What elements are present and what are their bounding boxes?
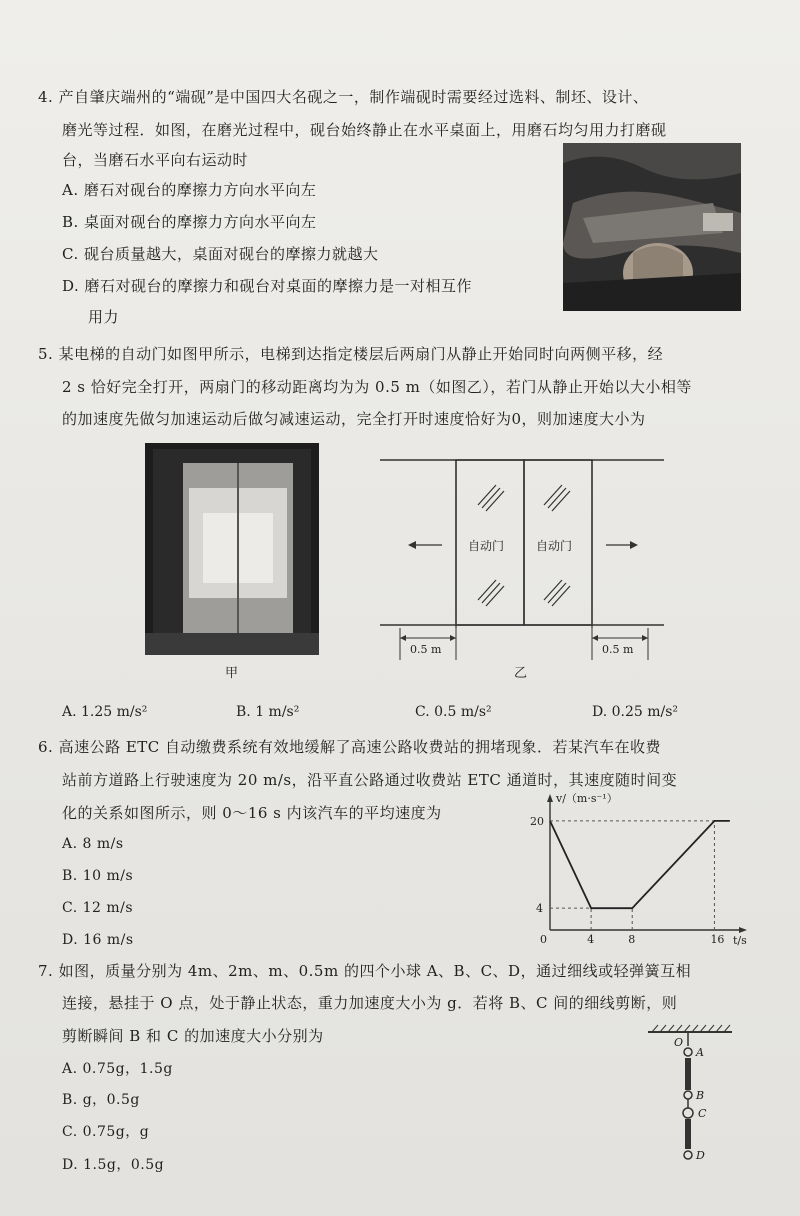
ball-c bbox=[683, 1108, 693, 1118]
q7-option-a[interactable]: A. 0.75g，1.5g bbox=[62, 1061, 173, 1077]
ball-a bbox=[684, 1048, 692, 1056]
q7-option-d[interactable]: D. 1.5g，0.5g bbox=[62, 1157, 165, 1173]
chart-y-axis-label: v/（m·s⁻¹） bbox=[556, 792, 618, 805]
y-axis-arrow bbox=[547, 794, 553, 802]
spring-cd bbox=[685, 1119, 691, 1149]
x-tick-0: 0 bbox=[540, 933, 547, 946]
elevator-door-photo bbox=[145, 443, 319, 655]
q4-option-d-cont: 用力 bbox=[88, 308, 120, 326]
figure-yi-label: 乙 bbox=[514, 666, 528, 681]
y-tick-20: 20 bbox=[530, 814, 544, 828]
q5-option-b[interactable]: B. 1 m/s² bbox=[236, 704, 300, 720]
ball-b-label: B bbox=[696, 1089, 705, 1102]
x-tick-8: 8 bbox=[628, 933, 636, 946]
ball-a-label: A bbox=[696, 1046, 704, 1059]
figure-jia-label: 甲 bbox=[225, 666, 239, 681]
q6-stem-line-3: 化的关系如图所示，则 0～16 s 内该汽车的平均速度为 bbox=[62, 804, 442, 822]
q5-stem-line-2: 2 s 恰好完全打开，两扇门的移动距离均为为 0.5 m（如图乙），若门从静止开始以大小相等 bbox=[62, 378, 692, 396]
q4-option-b[interactable]: B. 桌面对砚台的摩擦力方向水平向左 bbox=[62, 213, 317, 231]
svg-text:0.5 m: 0.5 m bbox=[410, 643, 442, 656]
chart-series bbox=[550, 821, 730, 908]
right-door-label: 自动门 bbox=[536, 539, 573, 553]
q6-stem-line-1: 6. 高速公路 ETC 自动缴费系统有效地缓解了高速公路收费站的拥堵现象．若某汽车在收费 bbox=[38, 738, 662, 756]
q4-stem-line-2: 磨光等过程．如图，在磨光过程中，砚台始终静止在水平桌面上，用磨石均匀用力打磨砚 bbox=[62, 121, 667, 139]
velocity-line bbox=[550, 821, 730, 908]
y-tick-4: 4 bbox=[536, 902, 543, 916]
q5-option-c[interactable]: C. 0.5 m/s² bbox=[415, 704, 492, 720]
left-arrow bbox=[408, 541, 442, 549]
q4-option-d[interactable]: D. 磨石对砚台的摩擦力和砚台对桌面的摩擦力是一对相互作 bbox=[62, 277, 473, 295]
chart-x-axis-label: t/s bbox=[733, 934, 747, 947]
left-dimension bbox=[400, 628, 456, 660]
point-o-label: O bbox=[674, 1036, 684, 1049]
q4-stem-line-3: 台，当磨石水平向右运动时 bbox=[62, 151, 249, 169]
q7-stem-line-2: 连接，悬挂于 O 点，处于静止状态，重力加速度大小为 g．若将 B、C 间的细线剪断，则 bbox=[62, 994, 678, 1012]
x-tick-16: 16 bbox=[710, 933, 725, 946]
ball-d-label: D bbox=[696, 1149, 705, 1162]
q7-option-c[interactable]: C. 0.75g，g bbox=[62, 1124, 150, 1140]
right-dimension bbox=[592, 628, 648, 660]
x-axis-arrow bbox=[739, 927, 747, 933]
q7-stem-line-3: 剪断瞬间 B 和 C 的加速度大小分别为 bbox=[62, 1027, 324, 1045]
spring-ab bbox=[685, 1058, 691, 1090]
q6-stem-line-2: 站前方道路上行驶速度为 20 m/s，沿平直公路通过收费站 ETC 通道时，其速度随时间变 bbox=[62, 771, 678, 789]
left-door-label: 自动门 bbox=[468, 539, 505, 553]
q6-option-a[interactable]: A. 8 m/s bbox=[62, 836, 124, 852]
q7-stem-line-1: 7. 如图，质量分别为 4m、2m、m、0.5m 的四个小球 A、B、C、D，通过细线或轻弹簧互相 bbox=[38, 962, 692, 980]
ceiling-hatch bbox=[652, 1025, 730, 1032]
q6-option-b[interactable]: B. 10 m/s bbox=[62, 868, 134, 884]
hanging-balls-diagram bbox=[640, 1022, 740, 1172]
right-arrow bbox=[606, 541, 638, 549]
q5-option-a[interactable]: A. 1.25 m/s² bbox=[62, 704, 148, 720]
ball-b bbox=[684, 1091, 692, 1099]
q7-option-b[interactable]: B. g，0.5g bbox=[62, 1092, 140, 1108]
q5-stem-line-3: 的加速度先做匀加速运动后做匀减速运动，完全打开时速度恰好为0，则加速度大小为 bbox=[62, 410, 646, 428]
ball-c-label: C bbox=[698, 1107, 707, 1120]
q4-option-c[interactable]: C. 砚台质量越大，桌面对砚台的摩擦力就越大 bbox=[62, 245, 379, 263]
q5-option-d[interactable]: D. 0.25 m/s² bbox=[592, 704, 679, 720]
q4-stem-line-1: 4. 产自肇庆端州的“端砚”是中国四大名砚之一，制作端砚时需要经过选料、制坯、设计、 bbox=[38, 88, 649, 106]
q6-option-d[interactable]: D. 16 m/s bbox=[62, 932, 134, 948]
q5-stem-line-1: 5. 某电梯的自动门如图甲所示，电梯到达指定楼层后两扇门从静止开始同时向两侧平移，经 bbox=[38, 345, 664, 363]
ball-d bbox=[684, 1151, 692, 1159]
chart-axes bbox=[547, 794, 747, 933]
q6-option-c[interactable]: C. 12 m/s bbox=[62, 900, 134, 916]
svg-text:0.5 m: 0.5 m bbox=[602, 643, 634, 656]
chart-ticks bbox=[530, 815, 724, 946]
velocity-time-chart bbox=[520, 790, 750, 950]
x-tick-4: 4 bbox=[587, 933, 595, 946]
door-diagram bbox=[372, 450, 672, 670]
q4-option-a[interactable]: A. 磨石对砚台的摩擦力方向水平向左 bbox=[62, 181, 317, 199]
inkstone-polishing-photo bbox=[563, 143, 741, 311]
